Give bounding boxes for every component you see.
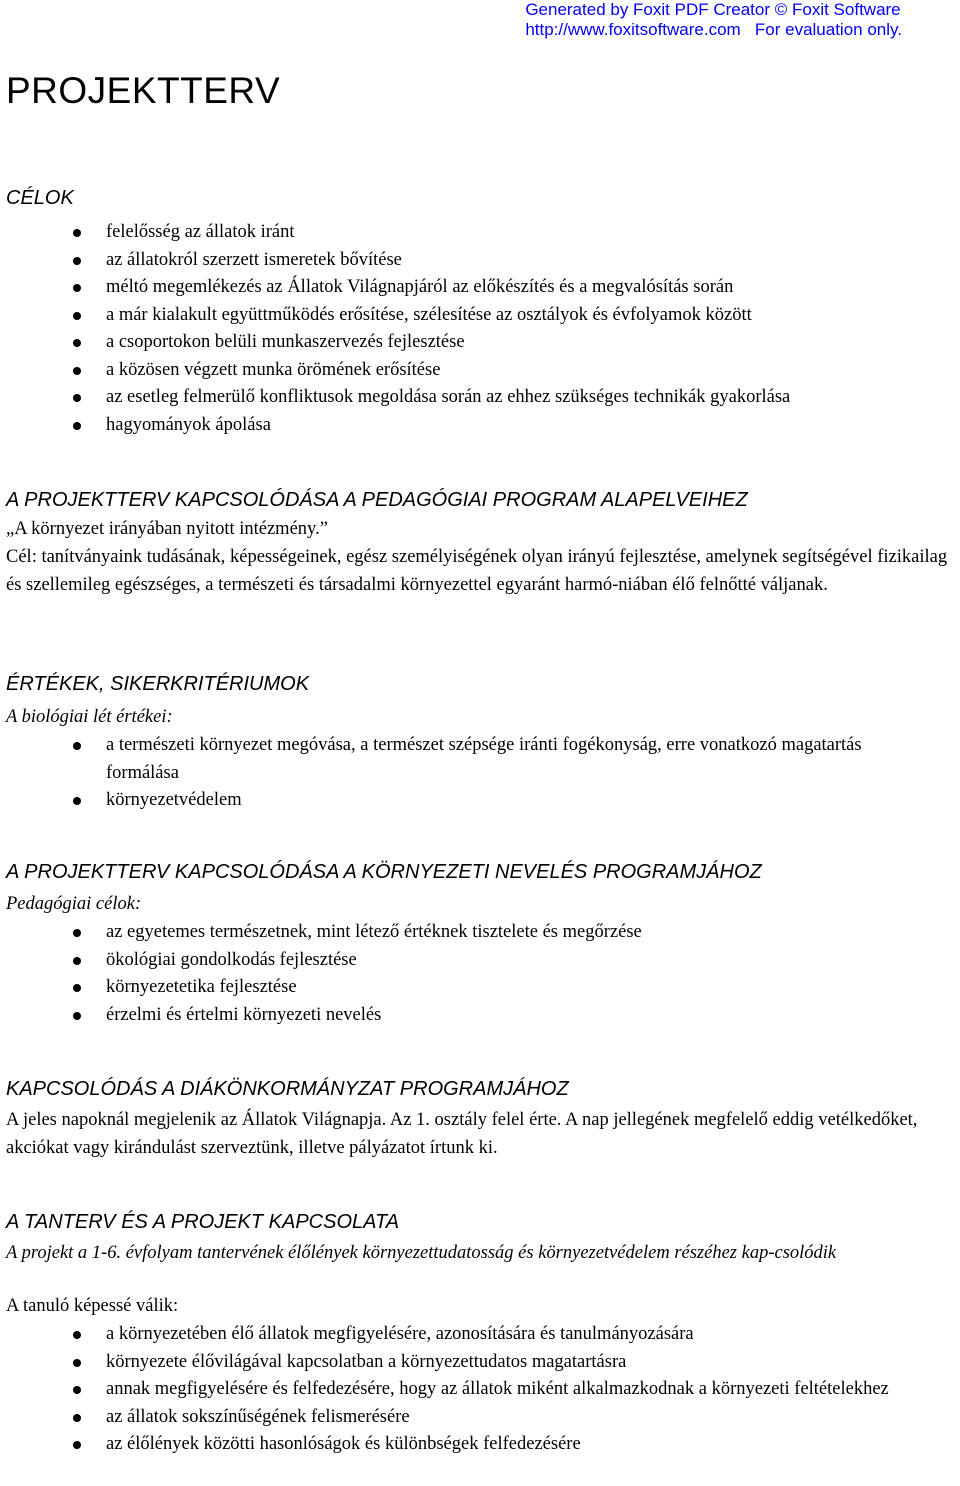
list-item: környezetetika fejlesztése	[0, 974, 936, 1002]
list-item: az állatokról szerzett ismeretek bővítése	[0, 247, 936, 275]
watermark-line-1: Generated by Foxit PDF Creator © Foxit Software	[525, 0, 901, 19]
page-title: PROJEKTTERV	[6, 70, 281, 111]
list-item: ökológiai gondolkodás fejlesztése	[0, 947, 936, 975]
curriculum-link-text: A projekt a 1-6. évfolyam tantervének élőlények környezettudatosság és környezetvédelem részéhez kap-csolódik	[6, 1243, 837, 1263]
student-council-paragraph: A jeles napoknál megjelenik az Állatok Világnapja. Az 1. osztály felel érte. A nap jellegének megfelelő eddig vetélkedőket, akciókat vagy kirándulást szerveztünk, illetve pályázatot írtunk ki.	[6, 1110, 918, 1158]
section-heading-kornyezeti-neveles: A PROJEKTTERV KAPCSOLÓDÁSA A KÖRNYEZETI NEVELÉS PROGRAMJÁHOZ	[6, 861, 762, 883]
kornyezeti-list	[0, 919, 960, 1029]
list-item: a csoportokon belüli munkaszervezés fejlesztése	[0, 329, 936, 357]
list-item: méltó megemlékezés az Állatok Világnapjáról az előkészítés és a megvalósítás során	[0, 274, 936, 302]
list-item: az élőlények közötti hasonlóságok és különbségek felfedezésére	[0, 1431, 936, 1459]
list-item: környezetvédelem	[0, 787, 936, 815]
section-heading-pedagogiai-program: A PROJEKTTERV KAPCSOLÓDÁSA A PEDAGÓGIAI PROGRAM ALAPELVEIHEZ	[6, 489, 748, 511]
list-item: érzelmi és értelmi környezeti nevelés	[0, 1002, 936, 1030]
list-item: annak megfigyelésére és felfedezésére, hogy az állatok miként alkalmazkodnak a környezeti feltételekhez	[0, 1376, 936, 1404]
goal-paragraph: Cél: tanítványaink tudásának, képességeinek, egész személyiségének olyan irányú fejlesztése, amelynek segítségével fizikailag és szellemileg egészséges, a természeti és társadalmi környezettel egyaránt harmó-niában élő felnőtté váljanak.	[6, 547, 948, 595]
pedagogical-goals-subheading: Pedagógiai célok:	[6, 894, 142, 914]
watermark-line-2: http://www.foxitsoftware.com For evaluation only.	[525, 20, 902, 39]
motto-quote: „A környezet irányában nyitott intézmény.”	[6, 519, 328, 539]
biological-values-subheading: A biológiai lét értékei:	[6, 707, 173, 727]
student-abilities-lead: A tanuló képessé válik:	[6, 1296, 179, 1316]
list-item: a közösen végzett munka örömének erősítése	[0, 357, 936, 385]
list-item: környezete élővilágával kapcsolatban a környezettudatos magatartásra	[0, 1349, 936, 1377]
list-item: az állatok sokszínűségének felismerésére	[0, 1404, 936, 1432]
list-item: az esetleg felmerülő konfliktusok megoldása során az ehhez szükséges technikák gyakorlása	[0, 384, 936, 412]
list-item: a környezetében élő állatok megfigyelésére, azonosítására és tanulmányozására	[0, 1321, 936, 1349]
list-item: a természeti környezet megóvása, a természet szépsége iránti fogékonyság, erre vonatkozó magatartás formálása	[0, 732, 936, 787]
section-heading-celok: CÉLOK	[6, 187, 74, 209]
section-heading-ertekek: ÉRTÉKEK, SIKERKRITÉRIUMOK	[6, 673, 310, 695]
list-item: felelősség az állatok iránt	[0, 219, 936, 247]
list-item: a már kialakult együttműködés erősítése, szélesítése az osztályok és évfolyamok között	[0, 302, 936, 330]
ertekek-list	[0, 732, 960, 815]
foxit-watermark	[525, 0, 902, 40]
celok-list	[0, 219, 960, 439]
section-heading-tanterv: A TANTERV ÉS A PROJEKT KAPCSOLATA	[6, 1211, 400, 1233]
list-item: az egyetemes természetnek, mint létező értéknek tisztelete és megőrzése	[0, 919, 936, 947]
section-heading-diakonkormanyzat: KAPCSOLÓDÁS A DIÁKÖNKORMÁNYZAT PROGRAMJÁHOZ	[6, 1078, 569, 1100]
tanterv-list	[0, 1321, 960, 1459]
list-item: hagyományok ápolása	[0, 412, 936, 440]
